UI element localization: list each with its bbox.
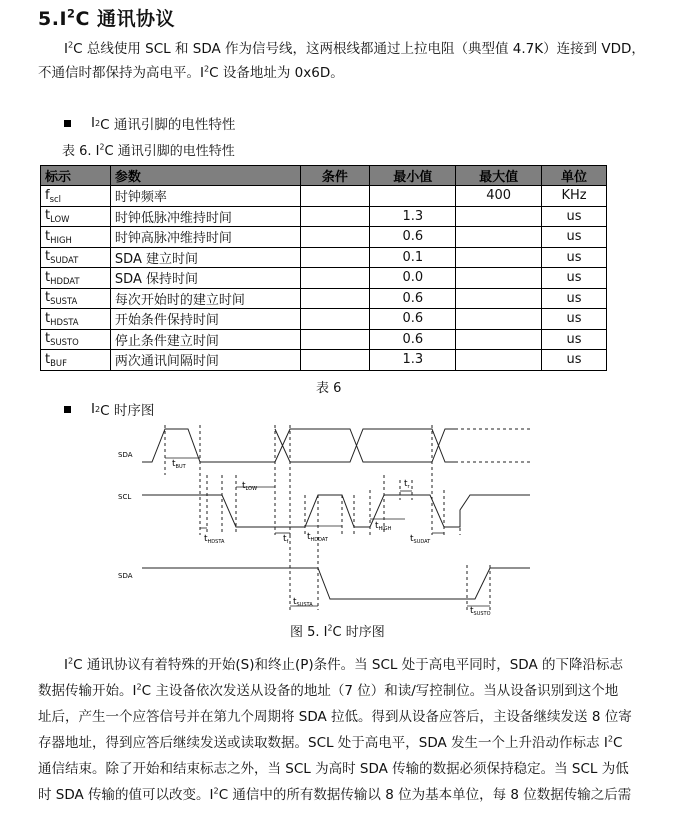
- label-t-high: $t_{HIGH}$: [375, 521, 392, 532]
- cell-unit: us: [542, 329, 607, 350]
- label-t-f: $t_f$: [283, 534, 289, 545]
- cell-symbol: $f_{scl}$: [41, 186, 111, 207]
- sda-waveform-low: [275, 429, 455, 462]
- intro-line-1: $I^2C$ 总线使用 SCL 和 SDA 作为信号线，这两根线都通过上拉电阻（典型值 4.7K）连接到 VDD，: [64, 39, 645, 57]
- electrical-spec-table: [40, 165, 607, 371]
- cell-min: 0.6: [370, 309, 456, 330]
- table-row: [41, 247, 607, 268]
- cell-max: [456, 268, 542, 289]
- cell-symbol: $t_{SUDAT}$: [41, 247, 111, 268]
- sda2-label: SDA: [118, 572, 133, 580]
- cell-condition: [300, 186, 370, 207]
- cell-max: [456, 206, 542, 227]
- cell-condition: [300, 268, 370, 289]
- cell-parameter: 时钟频率: [110, 186, 300, 207]
- table-row: [41, 288, 607, 309]
- body-line-6: 时 SDA 传输的值可以改变。$I^2C$ 通信中的所有数据传输以 8 位为基本单位，每 8 位数据传输之后需: [38, 785, 632, 803]
- intro-line-2: 不通信时都保持为高电平。$I^2C$ 设备地址为 0x6D。: [38, 63, 344, 81]
- label-t-susta: $t_{SUSTA}$: [293, 597, 313, 608]
- cell-parameter: SDA 保持时间: [110, 268, 300, 289]
- cell-symbol: $t_{HDSTA}$: [41, 309, 111, 330]
- cell-max: [456, 350, 542, 371]
- body-line-4: 存器地址，得到应答后继续发送或读取数据。SCL 处于高电平，SDA 发生一个上升沿动作标志 $I^2C$: [38, 733, 623, 751]
- cell-unit: KHz: [542, 186, 607, 207]
- cell-unit: us: [542, 350, 607, 371]
- cell-symbol: $t_{HIGH}$: [41, 227, 111, 248]
- header-max: 最大值: [456, 166, 542, 186]
- table-label: 表 6: [316, 381, 342, 396]
- header-min: 最小值: [370, 166, 456, 186]
- cell-condition: [300, 206, 370, 227]
- table-row: [41, 268, 607, 289]
- table-row: [41, 350, 607, 371]
- figure-caption: 图 5. $I^2C$ 时序图: [290, 623, 385, 640]
- cell-min: 0.6: [370, 329, 456, 350]
- cell-parameter: 开始条件保持时间: [110, 309, 300, 330]
- label-t-buf: $t_{BUT}$: [172, 459, 186, 470]
- header-symbol: 标示: [41, 166, 111, 186]
- header-unit: 单位: [542, 166, 607, 186]
- bullet-timing: I 2 C 时序图: [64, 399, 154, 419]
- sda-label: SDA: [118, 451, 133, 459]
- cell-symbol: $t_{LOW}$: [41, 206, 111, 227]
- label-t-low: $t_{LOW}$: [242, 481, 258, 492]
- i2c-timing-diagram: [0, 415, 677, 620]
- cell-unit: us: [542, 309, 607, 330]
- cell-unit: us: [542, 268, 607, 289]
- cell-condition: [300, 247, 370, 268]
- table-row: [41, 206, 607, 227]
- scl-label: SCL: [118, 493, 132, 501]
- cell-condition: [300, 329, 370, 350]
- cell-unit: us: [542, 288, 607, 309]
- cell-unit: us: [542, 227, 607, 248]
- cell-symbol: $t_{SUSTA}$: [41, 288, 111, 309]
- cell-min: 1.3: [370, 206, 456, 227]
- cell-max: [456, 329, 542, 350]
- cell-parameter: 时钟高脉冲维持时间: [110, 227, 300, 248]
- cell-min: 0.0: [370, 268, 456, 289]
- body-line-5: 通信结束。除了开始和结束标志之外，当 SCL 为高时 SDA 传输的数据必须保持稳定。当 SCL 为低: [38, 761, 629, 777]
- bullet-electrical: I 2 C 通讯引脚的电性特性: [64, 113, 235, 133]
- header-condition: 条件: [300, 166, 370, 186]
- label-t-r: $t_r$: [404, 479, 410, 490]
- table-caption: 表 6. $I^2C$ 通讯引脚的电性特性: [62, 142, 235, 159]
- label-t-hddat: $t_{HDDAT}$: [307, 532, 328, 543]
- cell-condition: [300, 350, 370, 371]
- cell-symbol: $t_{BUF}$: [41, 350, 111, 371]
- table-row: [41, 186, 607, 207]
- cell-min: [370, 186, 456, 207]
- cell-max: [456, 247, 542, 268]
- cell-max: [456, 227, 542, 248]
- cell-symbol: $t_{HDDAT}$: [41, 268, 111, 289]
- body-line-3: 址后，产生一个应答信号并在第九个周期将 SDA 拉低。得到从设备应答后，主设备继续发送 8 位寄: [38, 709, 632, 725]
- square-bullet-icon: [64, 120, 71, 127]
- cell-max: [456, 309, 542, 330]
- body-line-2: 数据传输开始。$I^2C$ 主设备依次发送从设备的地址（7 位）和读/写控制位。当从设备识别到这个地: [38, 681, 619, 699]
- label-t-hdsta: $t_{HDSTA}$: [204, 534, 225, 545]
- sda-waveform: [142, 429, 455, 462]
- square-bullet-icon: [64, 406, 71, 413]
- table-row: [41, 227, 607, 248]
- table-header-row: [41, 166, 607, 186]
- cell-unit: us: [542, 247, 607, 268]
- header-parameter: 参数: [110, 166, 300, 186]
- cell-min: 0.6: [370, 288, 456, 309]
- cell-max: 400: [456, 186, 542, 207]
- label-t-sudat: $t_{SUDAT}$: [410, 534, 431, 545]
- table-row: [41, 329, 607, 350]
- cell-parameter: 停止条件建立时间: [110, 329, 300, 350]
- section-title: $5.I^2C$ 通讯协议: [38, 6, 176, 30]
- body-line-1: $I^2C$ 通讯协议有着特殊的开始(S)和终止(P)条件。当 SCL 处于高电平同时，SDA 的下降沿标志: [64, 655, 623, 673]
- cell-parameter: 每次开始时的建立时间: [110, 288, 300, 309]
- cell-symbol: $t_{SUSTO}$: [41, 329, 111, 350]
- cell-max: [456, 288, 542, 309]
- cell-condition: [300, 227, 370, 248]
- label-t-susto: $t_{SUSTO}$: [470, 606, 491, 617]
- cell-min: 0.1: [370, 247, 456, 268]
- table-row: [41, 309, 607, 330]
- cell-min: 0.6: [370, 227, 456, 248]
- cell-parameter: 时钟低脉冲维持时间: [110, 206, 300, 227]
- cell-min: 1.3: [370, 350, 456, 371]
- cell-parameter: 两次通讯间隔时间: [110, 350, 300, 371]
- sda2-waveform: [142, 568, 530, 599]
- cell-condition: [300, 309, 370, 330]
- cell-condition: [300, 288, 370, 309]
- cell-unit: us: [542, 206, 607, 227]
- cell-parameter: SDA 建立时间: [110, 247, 300, 268]
